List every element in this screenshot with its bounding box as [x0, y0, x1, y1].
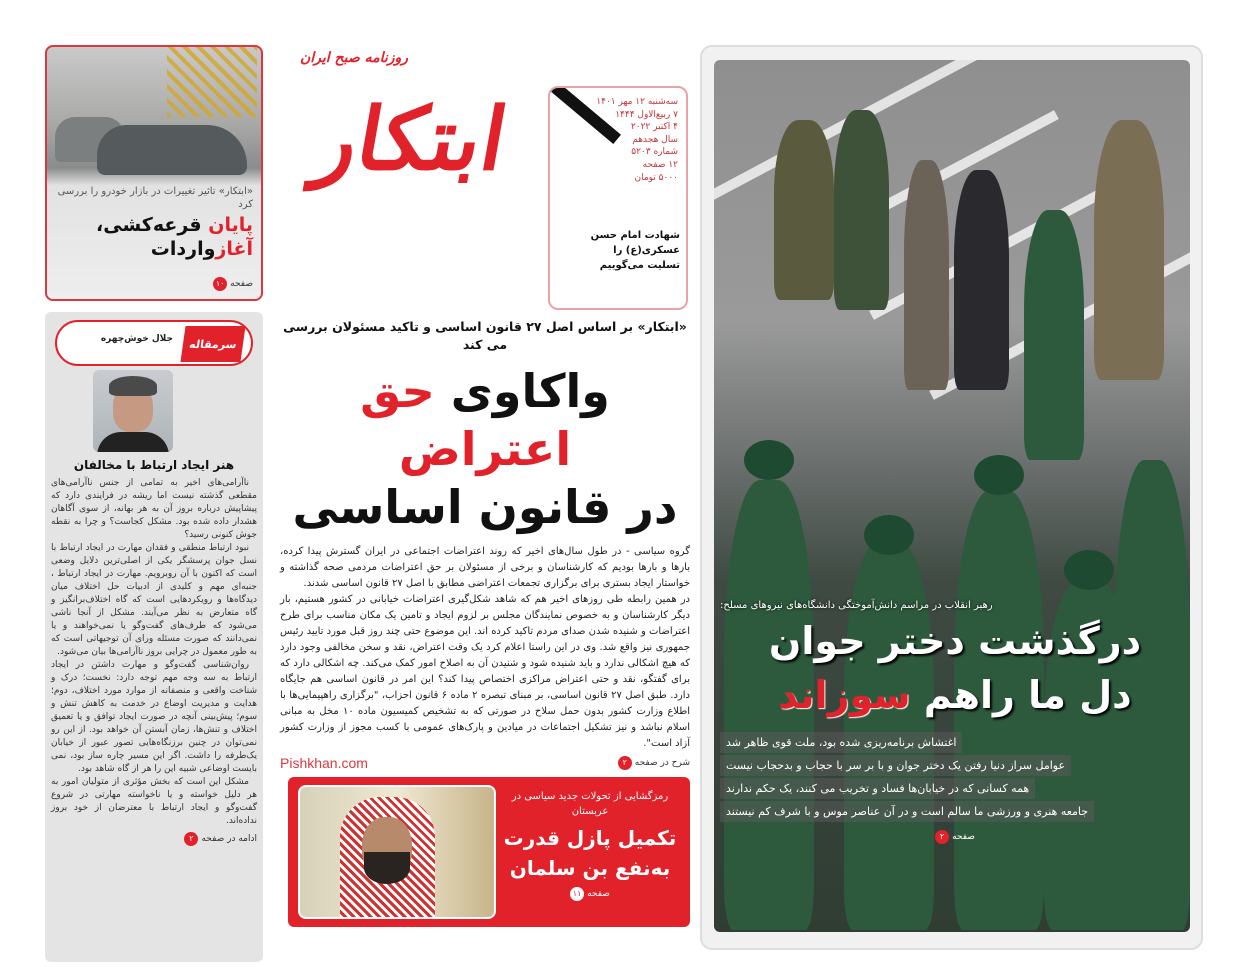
editorial-tag: سرمقاله — [180, 326, 245, 362]
auto-market-teaser[interactable] — [45, 45, 263, 301]
page-reference: صفحه ۱۱ — [570, 887, 610, 901]
editorial-header — [55, 320, 253, 366]
subpoint: اغتشاش برنامه‌ریزی شده بود، ملت قوی ظاهر شد — [720, 732, 962, 753]
page-reference: صفحه ۲ — [935, 830, 975, 844]
cover-headline[interactable]: درگذشت دختر جوان دل ما راهم سوزاند — [768, 619, 1142, 717]
paragraph: نبود ارتباط منطقی و فقدان مهارت در ایجاد ارتباط با نسل جوان پرسشگر یکی از اصلی‌ترین دلایل وضعی است که اکنون با آن روبرو‌یم. مهارت در ایجاد ارتباط ، جنبه‌ای مهم و کلیدی از ادبیات حل اختلاف میان دیدگاه‌ها و رویکردهایی است که گاه اختلاف‌برانگیز و گاه متعارض به نظر می‌آیند. مشکل از آنجا ناشی می‌شود که طرف‌های گفت‌وگو یا نمی‌خواهند و یا نمی‌دانند که صورت مسئله ورای آن توجیهاتی است که به طور معمول در چرایی بروز ناآرامی‌ها بیان می‌شود. — [51, 543, 257, 657]
lead-kicker: «ابتکار» بر اساس اصل ۲۷ قانون اساسی و تاکید مسئولان بررسی می کند — [283, 319, 687, 352]
condolence-message: شهادت امام حسن عسکری(ع) را تسلیت می‌گوییم — [590, 230, 680, 271]
page-reference: صفحه ۱۰ — [213, 277, 253, 291]
issue-info-box — [548, 86, 688, 310]
crane-image — [167, 47, 257, 117]
subpoint: همه کسانی که در خیابان‌ها فساد و تخریب می کنند، یک حکم ندارند — [720, 778, 1035, 799]
editorial-body — [51, 477, 257, 828]
editorial-content — [51, 458, 257, 846]
paragraph: روان‌شناسی گفت‌وگو و مهارت داشتن در ایجاد ارتباط به سه وجه مهم توجه دارد: نخست؛ درک و شناخت واقعی و منصفانه از موارد مورد اختلاف، دوم؛ هدایت و مدیریت اوضاع در خدمت به کاهش تنش و سوم؛ پیش‌بینی آنچه در صورت ایجاد توافق و یا تعمیق اختلاف و تنش‌ها، زمان آبستن آن خواهد بود. از این رو نمی‌توان در چنین برزنگاه‌هایی تصور عبور از خیابان یک‌طرفه را داشت. اگر این مسیر چاره ساز بود، نمی بایست اوضاعی شبیه این را هر از گاه شاهد بود. — [51, 660, 257, 774]
promo-title: تکمیل پازل قدرت به‌نفع بن سلمان — [503, 826, 677, 880]
subpoint: عوامل سراز دنیا رفتن یک دختر جوان و با بر سر با حجاب و بدحجاب نیست — [720, 755, 1071, 776]
logo-subtitle: روزنامه صبح ایران — [300, 50, 409, 66]
author-photo — [93, 370, 173, 452]
paragraph: در همین رابطه طی روزهای اخیر هم که شاهد شکل‌گیری اعتراضات خیابانی در کشور هستیم، بار دیگر کارشناسان و به خصوص نمایندگان مجلس بر لزوم ایجاد و تامین یک مکان مناسب برای طرح اعتراضات و شنیده شدن صدای مردم تاکید کرده اند. این موضوع حتی چند روز قبل مورد تایید رئیس جمهوری نیز واقع شد. وی در این راستا اعلام کرد یک وقت اعتراض، نقد و سخن مخالفی وجود دارد که هیچ اشکالی ندارد و باید شنیده شود و شنیدن آن به اصلاح امور کمک می‌کند. چه اشکالی دارد که برای گفتگو، نقد و حتی اعتراض مراکزی اختصاص پیدا کند؟ این امر در قانون اساسی هم جایگاه دارد. طبق اصل ۲۷ قانون اساسی، بر مبنای تبصره ۲ ماده ۶ قانون احزاب، "برگزاری راهپیمایی‌ها با اطلاع وزارت کشور بدون حمل سلاح در صورتی که به تشخیص کمیسیون ماده ۱۰ مخل به مبانی اسلام نباشد و نیز تشکیل اجتماعات در میادین و پارک‌های عمومی با کسب مجوز از وزارت کشور آزاد است". — [280, 594, 691, 749]
cover-kicker: رهبر انقلاب در مراسم دانش‌آموختگی دانشگاه‌های نیروهای مسلح: — [720, 600, 993, 611]
continued-link[interactable]: شرح در صفحه ۲ — [618, 756, 690, 770]
lead-headline[interactable]: واکاوی حق اعتراض در قانون اساسی — [292, 364, 678, 534]
newspaper-logo: ابتکار — [307, 89, 515, 190]
watermark: Pishkhan.com — [280, 755, 368, 771]
paragraph: مشکل این است که بخش مؤثری از متولیان امور به هر دلیل خواسته و یا ناخواسته مهارتی در شروع گفت‌وگو و ایجاد ارتباط با معترضان از خود بروز نداده‌اند. — [51, 777, 257, 826]
paragraph: گروه سیاسی - در طول سال‌های اخیر که روند اعتراضات اجتماعی در ایران گسترش پیدا کرده، بارها و بارها بودیم که کارشناسان و برخی از مسئولان بر حق اعتراضات مردمی صحه گذاشته و خواستار ایجاد بستری برای برگزاری تجمعات اعتراضی مطابق با اصل ۲۷ قانون اساسی شدند. — [280, 546, 690, 589]
continued-link[interactable]: ادامه در صفحه ۲ — [51, 832, 257, 846]
lead-body — [280, 544, 690, 752]
car-image — [97, 125, 247, 175]
paragraph: ناآرامی‌های اخیر به تمامی از جنس ناآرامی‌های مقطعی گذشته نیست اما ریشه در فرایندی دارد که پیشاپیش درباره بروز آن به هر بهانه، از سوی آگاهان هشدار داده شده بود. مشکل کجاست؟ و چرا به نقطه جوش کنونی رسید؟ — [51, 478, 257, 540]
cover-story — [720, 598, 1190, 844]
center-column — [280, 318, 690, 958]
saudi-promo-box[interactable] — [288, 777, 690, 927]
subpoint: جامعه هنری و ورزشی ما سالم است و در آن عناصر موس و با شرف کم نیستند — [720, 801, 1094, 822]
teaser-title: پایان قرعه‌کشی، آغازواردات — [96, 214, 253, 260]
promo-kicker: رمزگشایی از تحولات جدید سیاسی در عربستان — [511, 791, 669, 817]
bin-salman-photo — [298, 785, 496, 919]
lead-footer — [280, 755, 690, 771]
masthead — [280, 44, 690, 312]
issue-info: سه‌شنبه ۱۲ مهر ۱۴۰۱ ۷ ربیع‌الاول ۱۴۴۴ ۴ اکتبر ۲۰۲۲ سال هجدهم شماره ۵۲۰۳ ۱۲ صفحه ۵۰۰۰ تومان — [596, 97, 678, 183]
teaser-kicker: «ابتکار» تاثیر تغییرات در بازار خودرو را بررسی کرد — [57, 186, 253, 210]
editorial-title: هنر ایجاد ارتباط با مخالفان — [73, 458, 235, 472]
editorial-column — [45, 312, 263, 962]
cover-subpoints — [720, 732, 1094, 824]
editorial-author: جلال خوش‌چهره — [100, 334, 173, 344]
promo-text — [498, 789, 682, 901]
